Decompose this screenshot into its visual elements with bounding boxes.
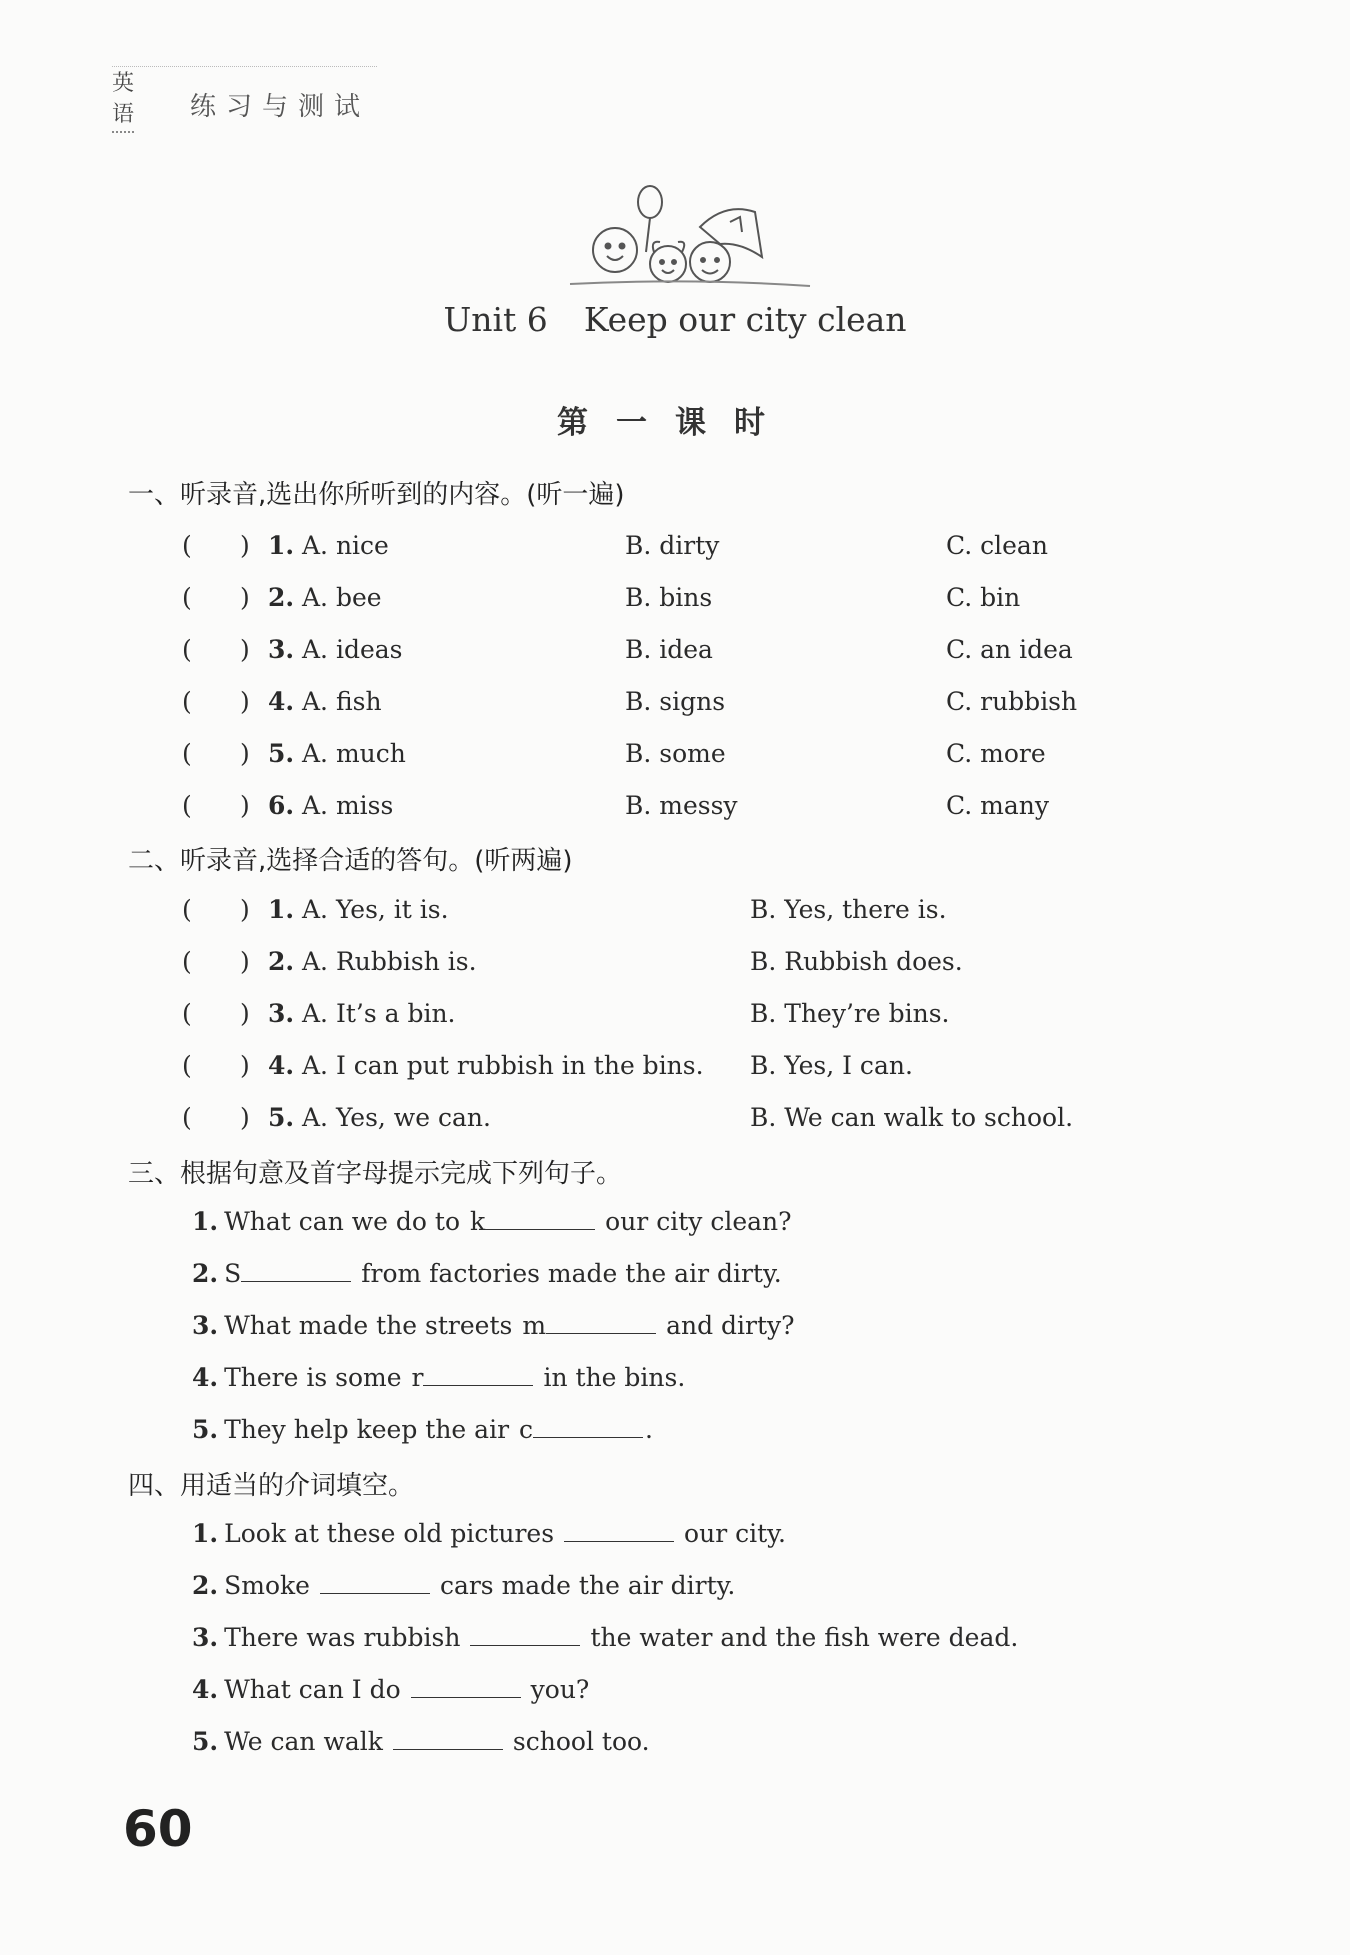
sentence-after: and dirty?: [666, 1311, 795, 1340]
answer-paren-close: ): [240, 947, 250, 976]
option-b: B. We can walk to school.: [750, 1103, 1074, 1132]
question-number: 4.: [268, 687, 295, 716]
hint-letter: S: [224, 1259, 242, 1288]
option-b: B. Yes, there is.: [750, 895, 947, 924]
option-c: C. an idea: [946, 635, 1073, 664]
sentence-before: We can walk: [224, 1727, 383, 1756]
answer-paren-close: ): [240, 895, 250, 924]
s4-sentence-2: [192, 1571, 735, 1600]
sentence-number: 4.: [192, 1363, 219, 1392]
answer-paren-close: ): [240, 1051, 250, 1080]
sentence-before: They help keep the air: [224, 1415, 510, 1444]
answer-paren-open: (: [182, 1103, 192, 1132]
option-a: A. fish: [302, 687, 382, 716]
answer-paren-open: (: [182, 895, 192, 924]
answer-paren-close: ): [240, 1103, 250, 1132]
option-c: C. bin: [946, 583, 1021, 612]
answer-blank[interactable]: [564, 1519, 674, 1542]
option-b: B. Yes, I can.: [750, 1051, 913, 1080]
sentence-before: There was rubbish: [224, 1623, 461, 1652]
option-a: A. nice: [302, 531, 389, 560]
s3-sentence-2: [192, 1259, 782, 1288]
answer-paren-open: (: [182, 583, 192, 612]
header-divider: [112, 66, 377, 67]
option-b: B. Rubbish does.: [750, 947, 963, 976]
answer-blank[interactable]: [533, 1415, 643, 1438]
option-a: A. I can put rubbish in the bins.: [302, 1051, 704, 1080]
answer-paren-close: ): [240, 791, 250, 820]
question-number: 3.: [268, 635, 295, 664]
question-number: 1.: [268, 895, 295, 924]
unit-title: [0, 300, 1350, 339]
answer-paren-open: (: [182, 739, 192, 768]
answer-blank[interactable]: [470, 1623, 580, 1646]
option-c: C. many: [946, 791, 1049, 820]
option-b: B. They’re bins.: [750, 999, 950, 1028]
sentence-before: What made the streets: [224, 1311, 513, 1340]
option-a: A. Yes, we can.: [302, 1103, 491, 1132]
sentence-after: school too.: [512, 1727, 650, 1756]
section-3-heading: 三、根据句意及首字母提示完成下列句子。: [128, 1159, 623, 1189]
sentence-number: 1.: [192, 1207, 219, 1236]
sentence-before: Smoke: [224, 1571, 310, 1600]
question-number: 2.: [268, 583, 295, 612]
answer-blank[interactable]: [393, 1727, 503, 1750]
page-number: 60: [123, 1800, 193, 1858]
answer-paren-open: (: [182, 687, 192, 716]
answer-blank[interactable]: [320, 1571, 430, 1594]
sentence-after: from factories made the air dirty.: [361, 1259, 782, 1288]
children-illustration: [550, 182, 830, 302]
answer-blank[interactable]: [411, 1675, 521, 1698]
sentence-after: in the bins.: [543, 1363, 686, 1392]
answer-blank[interactable]: [485, 1207, 595, 1230]
option-b: B. idea: [625, 635, 713, 664]
option-a: A. Yes, it is.: [302, 895, 449, 924]
sentence-number: 2.: [192, 1571, 219, 1600]
sentence-after: our city clean?: [605, 1207, 792, 1236]
s3-sentence-4: [192, 1363, 685, 1392]
section-4-heading: 四、用适当的介词填空。: [128, 1471, 415, 1501]
answer-paren-open: (: [182, 999, 192, 1028]
option-b: B. messy: [625, 791, 738, 820]
answer-paren-close: ): [240, 635, 250, 664]
option-b: B. bins: [625, 583, 713, 612]
sentence-number: 3.: [192, 1623, 219, 1652]
option-a: A. Rubbish is.: [302, 947, 477, 976]
answer-paren-close: ): [240, 687, 250, 716]
unit-name: Keep our city clean: [583, 300, 907, 339]
sentence-number: 2.: [192, 1259, 219, 1288]
option-a: A. It’s a bin.: [302, 999, 456, 1028]
answer-paren-close: ): [240, 739, 250, 768]
s3-sentence-3: [192, 1311, 795, 1340]
lesson-title: 第一课时: [557, 405, 793, 441]
sentence-before: There is some: [224, 1363, 402, 1392]
hint-letter: m: [522, 1311, 547, 1340]
sentence-number: 3.: [192, 1311, 219, 1340]
option-a: A. miss: [302, 791, 394, 820]
option-a: A. bee: [302, 583, 382, 612]
unit-number: Unit 6: [443, 300, 548, 339]
question-number: 5.: [268, 739, 295, 768]
hint-letter: k: [470, 1207, 486, 1236]
sentence-after: you?: [530, 1675, 590, 1704]
s4-sentence-5: [192, 1727, 650, 1756]
question-number: 3.: [268, 999, 295, 1028]
question-number: 5.: [268, 1103, 295, 1132]
sentence-before: Look at these old pictures: [224, 1519, 555, 1548]
s4-sentence-4: [192, 1675, 589, 1704]
hint-letter: r: [411, 1363, 424, 1392]
sentence-number: 5.: [192, 1415, 219, 1444]
option-b: B. signs: [625, 687, 726, 716]
option-c: C. more: [946, 739, 1046, 768]
section-2-heading: 二、听录音,选择合适的答句。(听两遍): [128, 846, 573, 876]
answer-paren-open: (: [182, 947, 192, 976]
answer-paren-open: (: [182, 635, 192, 664]
sentence-after: .: [645, 1415, 653, 1444]
sentence-before: What can we do to: [224, 1207, 460, 1236]
sentence-after: the water and the fish were dead.: [590, 1623, 1019, 1652]
s4-sentence-1: [192, 1519, 786, 1548]
sentence-number: 1.: [192, 1519, 219, 1548]
option-b: B. dirty: [625, 531, 720, 560]
section-1-heading: 一、听录音,选出你所听到的内容。(听一遍): [128, 480, 625, 510]
answer-blank[interactable]: [241, 1259, 351, 1282]
sentence-number: 4.: [192, 1675, 219, 1704]
hint-letter: c: [519, 1415, 534, 1444]
option-c: C. clean: [946, 531, 1048, 560]
s4-sentence-3: [192, 1623, 1018, 1652]
answer-paren-close: ): [240, 531, 250, 560]
answer-paren-open: (: [182, 1051, 192, 1080]
subject-label: 英语: [112, 66, 134, 133]
option-b: B. some: [625, 739, 726, 768]
question-number: 1.: [268, 531, 295, 560]
sentence-after: our city.: [684, 1519, 786, 1548]
option-a: A. ideas: [302, 635, 403, 664]
option-c: C. rubbish: [946, 687, 1078, 716]
question-number: 2.: [268, 947, 295, 976]
book-title: 练习与测试: [190, 92, 371, 122]
question-number: 6.: [268, 791, 295, 820]
sentence-number: 5.: [192, 1727, 219, 1756]
option-a: A. much: [302, 739, 406, 768]
s3-sentence-5: [192, 1415, 653, 1444]
s3-sentence-1: [192, 1207, 792, 1236]
answer-paren-close: ): [240, 999, 250, 1028]
question-number: 4.: [268, 1051, 295, 1080]
answer-paren-open: (: [182, 791, 192, 820]
answer-paren-open: (: [182, 531, 192, 560]
answer-blank[interactable]: [423, 1363, 533, 1386]
answer-blank[interactable]: [546, 1311, 656, 1334]
sentence-after: cars made the air dirty.: [439, 1571, 736, 1600]
sentence-before: What can I do: [224, 1675, 401, 1704]
answer-paren-close: ): [240, 583, 250, 612]
